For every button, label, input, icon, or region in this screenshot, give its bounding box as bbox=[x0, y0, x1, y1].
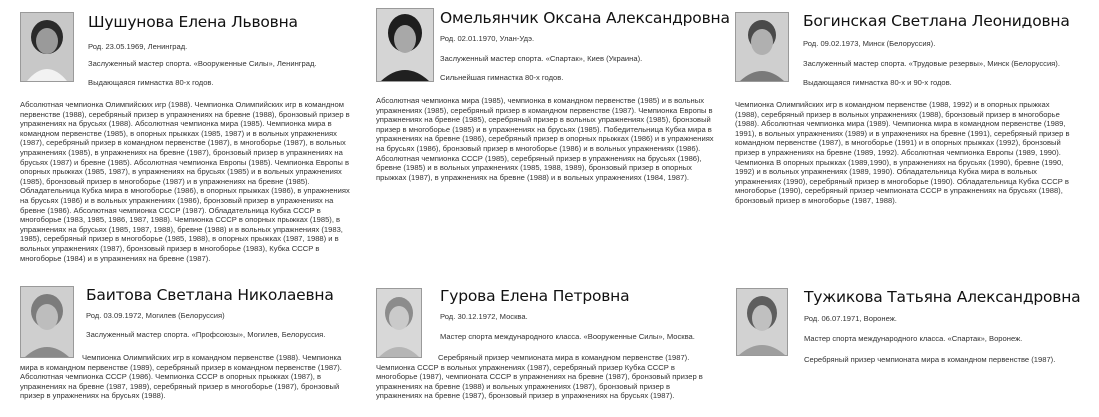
athlete-name: Тужикова Татьяна Александровна bbox=[804, 288, 1081, 306]
athlete-name: Шушунова Елена Львовна bbox=[88, 13, 298, 31]
athlete-birth: Род. 03.09.1972, Могилев (Белоруссия) bbox=[86, 311, 225, 320]
athlete-photo bbox=[376, 8, 434, 82]
athlete-title: Мастер спорта международного класса. «Вооруженные Силы», Москва. bbox=[440, 332, 695, 341]
athlete-card-gurova bbox=[376, 288, 716, 413]
portrait-icon bbox=[377, 289, 421, 357]
athlete-bio: Абсолютная чемпионка Олимпийских игр (1988). Чемпионка Олимпийских игр в командном первенстве (1988), серебряный призер в упражнениях на бревне (1988), бронзовый призер в упражнениях на брусьях (1988). Абсолютная чемпионка мира (1985). Чемпионка мира в командном первенстве (1985), в опорных прыжках (1985, 1987) и в вольных упражнениях (1987), серебряный призер в командном первенстве (1987), в многоборье (1987), в вольных упражнениях (1985), в упражнениях на бревне (1987), бронзовый призер в упражнениях на брусьях (1987) и бревне (1985). Абсолютная чемпионка Европы (1985). Чемпионка Европы в опорных прыжках (1985, 1987), в упражнениях на брусьях (1985) и в вольных упражнениях (1985), бронзовый призер в многоборье (1987) и в упражнениях на бревне (1985). Обладательница Кубка мира в многоборье (1986), в опорных прыжках (1986), в упражнениях на брусьях (1986) и в вольных упражнениях (1986), бронзовый призер в упражнениях на бревне (1986). Абсолютная чемпионка СССР (1987). Обладательница Кубка СССР в многоборье (1983, 1985, 1986, 1987, 1988). Чемпионка СССР в опорных прыжках (1985), в упражнениях на брусьях (1985, 1987, 1988), бревне (1988) и в вольных упражнениях (1983, 1985), серебряный призер в многоборье (1985, 1988), в опорных прыжках (1987, 1988) и в вольных упражнениях (1987), бронзовый призер в многоборье (1983), Кубка СССР в многоборье (1984) и в упражнениях на бревне (1987). bbox=[20, 100, 350, 263]
athlete-bio: Серебряный призер чемпионата мира в командном первенстве (1987). Чемпионка СССР в вольных упражнениях (1987), серебряный призер Кубка СССР в многоборье (1987), чемпионата СССР в упражнениях на бревне (1987), бронзовый призер в упражнениях на бревне (1988) и вольных упражнениях (1987), бронзовый призер в упражнениях на бревне (1987), бронзовый призер в упражнениях на брусьях (1987). bbox=[376, 353, 703, 401]
athlete-photo bbox=[376, 288, 422, 358]
athlete-name: Богинская Светлана Леонидовна bbox=[803, 12, 1070, 30]
athlete-photo bbox=[20, 286, 74, 358]
athlete-birth: Род. 02.01.1970, Улан-Удэ. bbox=[440, 34, 535, 43]
athlete-title: Заслуженный мастер спорта. «Трудовые резервы», Минск (Белоруссия). bbox=[803, 59, 1060, 68]
athlete-photo bbox=[736, 288, 788, 356]
athlete-name: Баитова Светлана Николаевна bbox=[86, 286, 334, 304]
athlete-note: Выдающаяся гимнастка 80-х годов. bbox=[88, 78, 214, 87]
athlete-title: Мастер спорта международного класса. «Спартак», Воронеж. bbox=[804, 334, 1023, 343]
athlete-birth: Род. 23.05.1969, Ленинград. bbox=[88, 42, 188, 51]
athlete-note: Сильнейшая гимнастка 80-х годов. bbox=[440, 73, 564, 82]
athlete-name: Гурова Елена Петровна bbox=[440, 287, 630, 305]
portrait-icon bbox=[21, 13, 73, 81]
portrait-icon bbox=[377, 9, 433, 81]
athlete-title: Заслуженный мастер спорта. «Спартак», Киев (Украина). bbox=[440, 54, 643, 63]
portrait-icon bbox=[737, 289, 787, 355]
portrait-icon bbox=[736, 13, 788, 81]
athlete-card-boginskaya bbox=[735, 12, 1075, 222]
athlete-card-tuzhikova bbox=[736, 288, 1081, 413]
athlete-card-shushunova bbox=[20, 12, 360, 282]
athlete-title: Заслуженный мастер спорта. «Профсоюзы», Могилев, Белоруссия. bbox=[86, 330, 326, 339]
athlete-note: Выдающаяся гимнастка 80-х и 90-х годов. bbox=[803, 78, 952, 87]
athlete-birth: Род. 30.12.1972, Москва. bbox=[440, 312, 528, 321]
athlete-bio: Абсолютная чемпионка мира (1985), чемпионка в командном первенстве (1985) и в вольных упражнениях (1985), серебряный призер в командном первенстве (1987). Чемпионка Европы в упражнениях на бревне (1985), серебряный призер в вольных упражнениях (1985), бронзовый призер в многоборье (1985) и в упражнениях на брусьях (1985). Победительница Кубка мира в упражнениях на бревне (1986), серебряный призер в опорных прыжках (1986) и в упражнениях на брусьях (1986), бронзовый призер в многоборье (1986) и в вольных упражнениях (1986). Абсолютная чемпионка СССР (1985), серебряный призер в упражнениях на брусьях (1986), бревне (1985) и в вольных упражнениях (1985, 1988, 1989), бронзовый призер в опорных прыжках (1987), в упражнениях на бревне (1988) и в вольных упражнениях (1984, 1987). bbox=[376, 96, 714, 182]
athlete-bio: Чемпионка Олимпийских игр в командном первенстве (1988, 1992) и в опорных прыжках (1988), серебряный призер в вольных упражнениях (1988), бронзовый призер в многоборье (1988). Абсолютная чемпионка мира (1989). Чемпионка мира в командном первенстве (1989, 1991), в вольных упражнениях (1989) и в упражнениях на бревне (1991), серебряный призер в командном первенстве (1987), в многоборье (1991) и в опорных прыжках (1992), бронзовый призер в упражнениях на бревне (1989, 1992). Абсолютная чемпионка Европы (1989, 1990). Чемпионка В опорных прыжках (1989,1990), в упражнениях на брусьях (1990), бревне (1990, 1992) и в вольных упражнениях (1989, 1990). Обладательница Кубка мира в вольных упражнениях (1990), серебряный призер в многоборье (1990). Обладательница Кубка СССР в многоборье (1990), серебряный призер чемпионата СССР в упражнениях на брусьях (1988), бронзовый призер в многоборье (1987, 1988). bbox=[735, 100, 1070, 205]
athlete-bio: Серебряный призер чемпионата мира в командном первенстве (1987). bbox=[804, 355, 1056, 364]
athlete-card-omelyanchik bbox=[376, 8, 730, 208]
athlete-birth: Род. 06.07.1971, Воронеж. bbox=[804, 314, 897, 323]
athlete-card-baitova bbox=[20, 286, 360, 411]
athlete-photo bbox=[735, 12, 789, 82]
athlete-name: Омельянчик Оксана Александровна bbox=[440, 9, 730, 27]
athlete-photo bbox=[20, 12, 74, 82]
athlete-title: Заслуженный мастер спорта. «Вооруженные Силы», Ленинград. bbox=[88, 59, 317, 68]
portrait-icon bbox=[21, 287, 73, 357]
athlete-birth: Род. 09.02.1973, Минск (Белоруссия). bbox=[803, 39, 936, 48]
athlete-bio: Чемпионка Олимпийских игр в командном первенстве (1988). Чемпионка мира в командном первенстве (1989), серебряный призер в командном первенстве (1987). Абсолютная чемпионка СССР (1986). Чемпионка СССР в опорных прыжках (1987), в упражнениях на бревне (1987, 1989), серебряный призер в многоборье (1987), бронзовый призер в упражнениях на брусьях (1988). bbox=[20, 353, 342, 401]
